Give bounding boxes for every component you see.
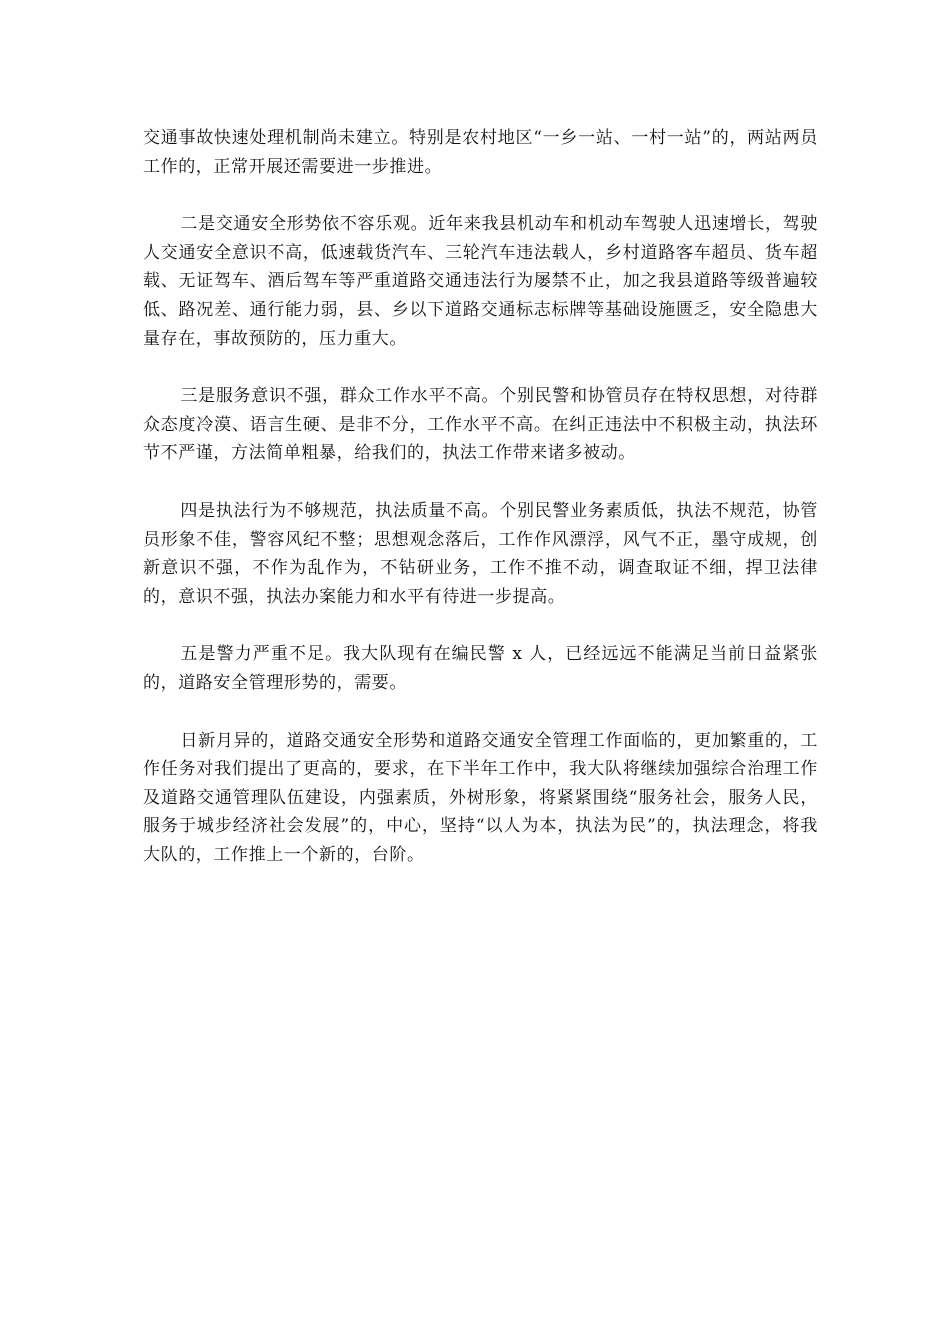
paragraph-law-enforcement: 四是执法行为不够规范，执法质量不高。个别民警业务素质低，执法不规范，协管员形象不佳，警容风纪不整；思想观念落后，工作作风漂浮，风气不正，墨守成规，创新意识不强，不作为乱作为，不钻研业务，工作不推不动，调查取证不细，捍卫法律的，意识不强，执法办案能力和水平有待进一步提高。: [143, 500, 818, 607]
paragraph-service-awareness: 三是服务意识不强，群众工作水平不高。个别民警和协管员存在特权思想，对待群众态度冷漠、语言生硬、是非不分，工作水平不高。在纠正违法中不积极主动，执法环节不严谨，方法简单粗暴，给我们的，执法工作带来诸多被动。: [143, 386, 818, 464]
paragraph-police-shortage: 五是警力严重不足。我大队现有在编民警 x 人，已经远远不能满足当前日益紧张的，道路安全管理形势的，需要。: [143, 644, 818, 693]
paragraph-conclusion: 日新月异的，道路交通安全形势和道路交通安全管理工作面临的，更加繁重的，工作任务对我们提出了更高的，要求，在下半年工作中，我大队将继续加强综合治理工作及道路交通管理队伍建设，内强素质，外树形象，将紧紧围绕“服务社会，服务人民，服务于城步经济社会发展”的，中心，坚持“以人为本，执法为民”的，执法理念，将我大队的，工作推上一个新的，台阶。: [143, 730, 818, 865]
document-body: [143, 124, 818, 898]
paragraph-continuation: 交通事故快速处理机制尚未建立。特别是农村地区“一乡一站、一村一站”的，两站两员工作的，正常开展还需要进一步推进。: [143, 128, 818, 177]
paragraph-traffic-safety: 二是交通安全形势依不容乐观。近年来我县机动车和机动车驾驶人迅速增长，驾驶人交通安全意识不高，低速载货汽车、三轮汽车违法载人，乡村道路客车超员、货车超载、无证驾车、酒后驾车等严重道路交通违法行为屡禁不止，加之我县道路等级普遍较低、路况差、通行能力弱，县、乡以下道路交通标志标牌等基础设施匮乏，安全隐患大量存在，事故预防的，压力重大。: [143, 214, 818, 349]
